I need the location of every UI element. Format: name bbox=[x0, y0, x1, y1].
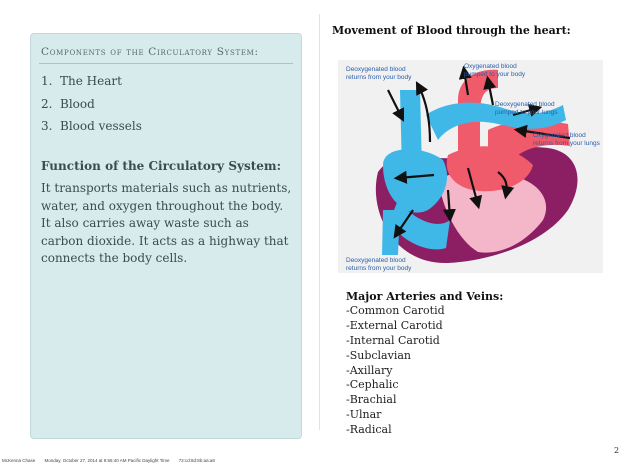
list-item: -Internal Carotid bbox=[346, 333, 440, 347]
list-item-label: Blood vessels bbox=[60, 119, 142, 133]
label-oxy-lungs-line1: Oxygenated blood bbox=[533, 132, 586, 139]
list-item bbox=[41, 93, 142, 116]
label-oxy-lungs bbox=[533, 132, 601, 147]
blood-movement-heading: Movement of Blood through the heart: bbox=[332, 24, 571, 37]
arteries-list bbox=[346, 304, 445, 438]
list-item: -Cephalic bbox=[346, 378, 399, 392]
list-item: -Common Carotid bbox=[346, 304, 445, 317]
label-oxy-lungs-line2: returns from your lungs bbox=[533, 140, 600, 147]
label-deox-top-line2: returns from your body bbox=[346, 74, 412, 81]
card-title bbox=[41, 46, 259, 58]
footer-author: McKenna Chase bbox=[2, 458, 36, 463]
function-heading: Function of the Circulatory System: bbox=[41, 159, 282, 173]
list-item: -Brachial bbox=[346, 393, 397, 407]
list-item bbox=[41, 115, 142, 138]
label-deox-lungs bbox=[495, 101, 558, 116]
list-item-number: 2. bbox=[41, 96, 53, 111]
column-divider bbox=[319, 14, 320, 430]
list-item-number: 3. bbox=[41, 119, 53, 133]
footer-timestamp: Monday, October 27, 2014 at 9:56:40 AM Pacific Daylight Time bbox=[44, 458, 170, 463]
label-oxy-body-line2: pumped to your body bbox=[464, 71, 526, 78]
list-item bbox=[41, 70, 142, 93]
list-item-label: Blood bbox=[60, 96, 95, 111]
label-deox-top-line1: Deoxygenated blood bbox=[346, 66, 406, 73]
list-item: -Radical bbox=[346, 423, 392, 437]
label-deox-bottom-line2: returns from your body bbox=[346, 265, 412, 272]
print-footer bbox=[2, 458, 223, 463]
footer-id: 72:cd:8d:8b:aa:a8 bbox=[178, 458, 215, 463]
arteries-heading: Major Arteries and Veins: bbox=[346, 290, 504, 303]
function-paragraph: It transports materials such as nutrients, water, and oxygen throughout the body. It also carries away waste such as carbon dioxide. It acts as a highway that connects the body cells. bbox=[41, 181, 292, 265]
heart-diagram bbox=[338, 60, 603, 273]
label-deox-lungs-line2: pumped to your lungs bbox=[495, 109, 558, 116]
label-oxy-body bbox=[464, 63, 526, 78]
list-item-number: 1. bbox=[41, 74, 53, 88]
page-number: 2 bbox=[614, 446, 620, 455]
list-item: -Axillary bbox=[346, 363, 393, 377]
label-deox-bottom bbox=[346, 257, 412, 272]
components-list bbox=[41, 70, 142, 138]
components-card bbox=[30, 33, 302, 439]
list-item: -External Carotid bbox=[346, 318, 443, 332]
label-deox-lungs-line1: Deoxygenated blood bbox=[495, 101, 555, 108]
flow-arrow bbox=[388, 90, 402, 118]
card-title-text: Components of the Circulatory System: bbox=[41, 46, 259, 58]
label-oxy-body-line1: Oxygenated blood bbox=[464, 63, 517, 70]
list-item: -Ulnar bbox=[346, 408, 382, 422]
label-deox-bottom-line1: Deoxygenated blood bbox=[346, 257, 406, 264]
heart-diagram-svg bbox=[338, 60, 603, 273]
card-divider bbox=[39, 63, 293, 64]
list-item-label: The Heart bbox=[60, 74, 122, 88]
list-item: -Subclavian bbox=[346, 348, 411, 362]
label-deox-top bbox=[346, 66, 412, 81]
